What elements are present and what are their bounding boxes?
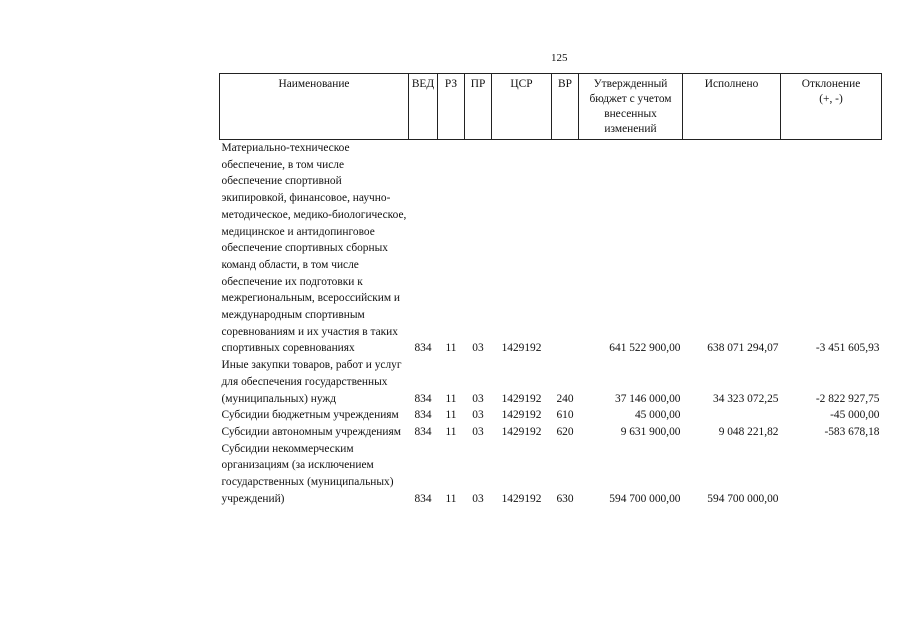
row-pr: 03: [472, 492, 484, 505]
row-rz: 11: [445, 392, 457, 405]
header-ved: ВЕД: [409, 74, 438, 140]
page-number: 125: [551, 52, 568, 64]
row-ved: 834: [414, 392, 432, 405]
header-pr: ПР: [465, 74, 492, 140]
row-csr: 1429192: [501, 342, 542, 355]
row-deviation: [781, 441, 882, 508]
header-vr: ВР: [552, 74, 579, 140]
table-row: [220, 424, 882, 441]
header-executed: Исполнено: [683, 74, 781, 140]
row-deviation: -45 000,00: [830, 409, 880, 422]
row-name: Материально-техническое обеспечение, в том числе обеспечение спортивной экипировкой, финансовое, научно-методическое, медико-биологическое, медицинское и антидопинговое обеспечение спортивных сборных команд области, в том числе обеспечение их подготовки к межрегиональным, всероссийским и международным спортивным соревнованиям и их участия в таких спортивных соревнованиях: [221, 142, 407, 355]
header-csr: ЦСР: [492, 74, 552, 140]
table-row: [220, 407, 882, 424]
row-csr: 1429192: [501, 392, 542, 405]
budget-execution-table: [219, 73, 882, 507]
row-executed: [683, 407, 781, 424]
header-deviation: Отклонение (+, -): [781, 74, 882, 140]
row-deviation: -3 451 605,93: [815, 342, 880, 355]
header-approved: Утвержденный бюджет с учетом внесенных изменений: [579, 74, 683, 140]
row-name: Иные закупки товаров, работ и услуг для обеспечения государственных (муниципальных) нужд: [221, 359, 402, 405]
row-approved: 641 522 900,00: [609, 342, 681, 355]
row-ved: 834: [414, 409, 432, 422]
row-vr: 240: [556, 392, 574, 405]
row-pr: 03: [472, 342, 484, 355]
header-rz: РЗ: [438, 74, 465, 140]
table-row: [220, 357, 882, 407]
row-vr: [552, 140, 579, 358]
row-name: Субсидии некоммерческим организациям (за исключением государственных (муниципальных) учреждений): [221, 442, 394, 505]
row-rz: 11: [445, 409, 457, 422]
row-deviation: -583 678,18: [824, 425, 880, 438]
row-rz: 11: [445, 492, 457, 505]
row-vr: 620: [556, 425, 574, 438]
row-pr: 03: [472, 409, 484, 422]
row-vr: 610: [556, 409, 574, 422]
row-pr: 03: [472, 425, 484, 438]
row-ved: 834: [414, 492, 432, 505]
row-rz: 11: [445, 425, 457, 438]
row-name: Субсидии бюджетным учреждениям: [221, 409, 399, 422]
row-csr: 1429192: [501, 425, 542, 438]
row-pr: 03: [472, 392, 484, 405]
row-approved: 594 700 000,00: [609, 492, 681, 505]
row-ved: 834: [414, 342, 432, 355]
row-executed: 594 700 000,00: [707, 492, 779, 505]
header-name: Наименование: [220, 74, 409, 140]
row-approved: 37 146 000,00: [615, 392, 681, 405]
table-row: [220, 441, 882, 508]
row-executed: 34 323 072,25: [713, 392, 779, 405]
row-rz: 11: [445, 342, 457, 355]
row-name: Субсидии автономным учреждениям: [221, 425, 401, 438]
row-ved: 834: [414, 425, 432, 438]
row-approved: 45 000,00: [634, 409, 681, 422]
row-executed: 638 071 294,07: [707, 342, 779, 355]
table-row: [220, 140, 882, 358]
table-header-row: [220, 74, 882, 140]
row-csr: 1429192: [501, 492, 542, 505]
row-executed: 9 048 221,82: [718, 425, 779, 438]
row-csr: 1429192: [501, 409, 542, 422]
row-deviation: -2 822 927,75: [815, 392, 880, 405]
row-vr: 630: [556, 492, 574, 505]
row-approved: 9 631 900,00: [620, 425, 681, 438]
